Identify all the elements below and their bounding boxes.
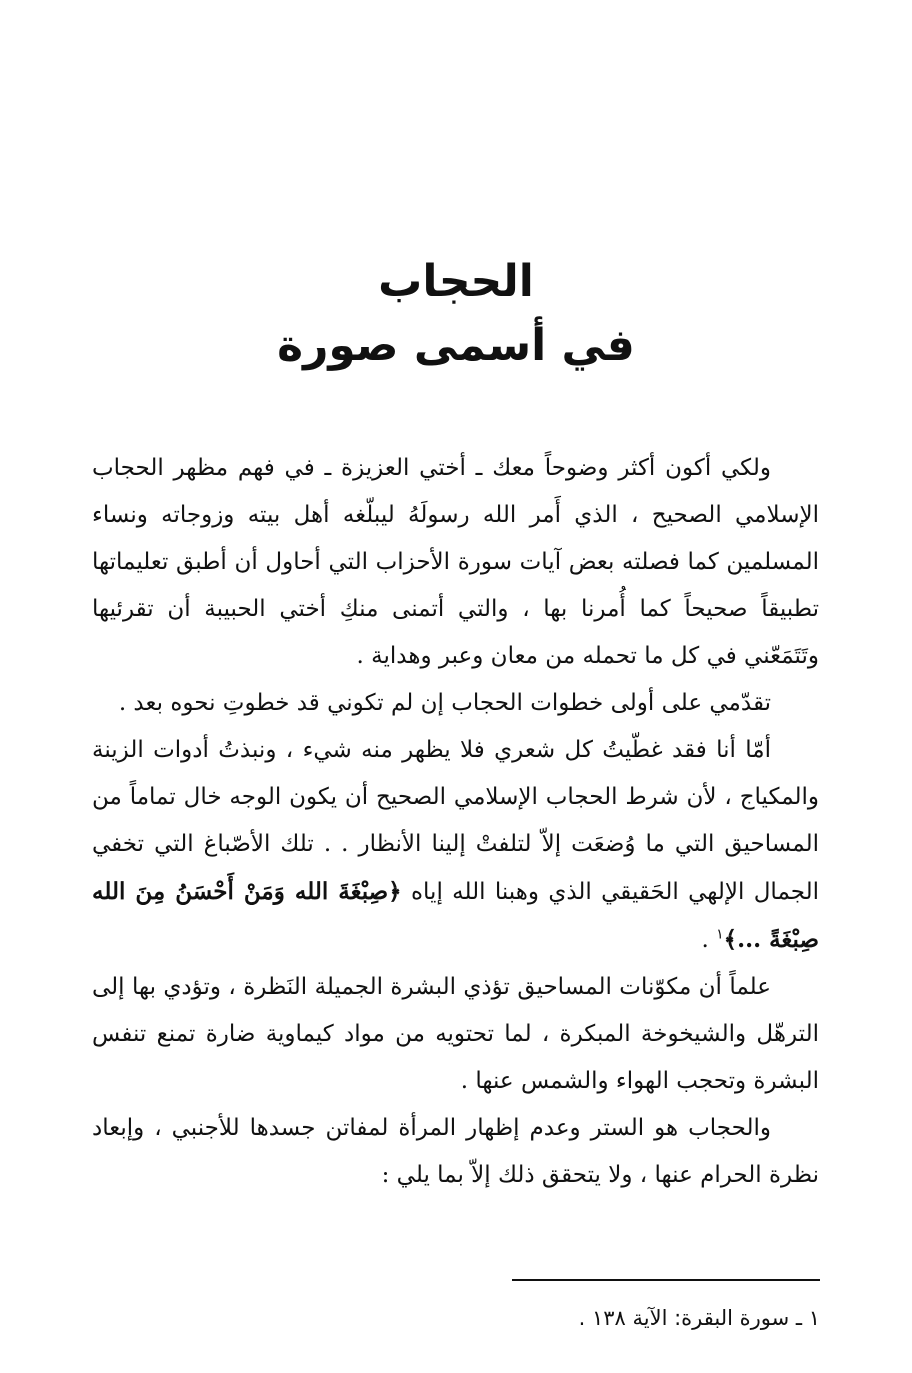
footnote-reference: ١ xyxy=(716,926,724,943)
footnote-divider xyxy=(512,1279,820,1281)
chapter-heading xyxy=(0,250,912,378)
paragraph-5: والحجاب هو الستر وعدم إظهار المرأة لمفاتن جسدها للأجنبي ، وإبعاد نظرة الحرام عنها ، ولا يتحقق ذلك إلاّ بما يلي : xyxy=(92,1115,819,1188)
paragraph-4: علماً أن مكوّنات المساحيق تؤذي البشرة الجميلة النَظرة ، وتؤدي بها إلى الترهّل والشيخوخة المبكرة ، لما تحتويه من مواد كيماوية ضارة تمنع تنفس البشرة وتحجب الهواء والشمس عنها . xyxy=(92,974,819,1094)
paragraph-3-text: أمّا أنا فقد غطّيتُ كل شعري فلا يظهر منه شيء ، ونبذتُ أدوات الزينة والمكياج ، لأن شرط الحجاب الإسلامي الصحيح أن يكون الوجه خال تماماً من المساحيق التي ما وُضعَت إلاّ لتلفتْ إلينا الأنظار . . تلك الأصّباغ التي تخفي الجمال الإلهي الحَقيقي الذي وهبنا الله إياه xyxy=(92,737,819,905)
quran-verse: ﴿صِبْغَةَ الله وَمَنْ أَحْسَنُ مِنَ الله صِبْغَةً ...﴾ xyxy=(92,878,819,953)
paragraph-3 xyxy=(92,727,819,964)
body-text xyxy=(92,445,819,1199)
paragraph-2: تقدّمي على أولى خطوات الحجاب إن لم تكوني قد خطوتِ نحوه بعد . xyxy=(118,690,771,716)
footnote: ١ ـ سورة البقرة: الآية ١٣٨ . xyxy=(578,1306,820,1330)
heading-line-2: في أسمى صورة xyxy=(277,320,635,371)
heading-line-1: الحجاب xyxy=(378,256,534,307)
paragraph-1: ولكي أكون أكثر وضوحاً معك ـ أختي العزيزة ـ في فهم مظهر الحجاب الإسلامي الصحيح ، الذي أَمر الله رسولَهُ ليبلّغه أهل بيته وزوجاته ونساء المسلمين كما فصلته بعض آيات سورة الأحزاب التي أحاول أن أطبق تعليماتها تطبيقاً صحيحاً كما أُمرنا بها ، والتي أتمنى منكِ أختي الحبيبة أن تقرئيها وتَتَمَعّني في كل ما تحمله من معان وعبر وهداية . xyxy=(92,455,819,669)
paragraph-3-end: . xyxy=(701,927,717,953)
